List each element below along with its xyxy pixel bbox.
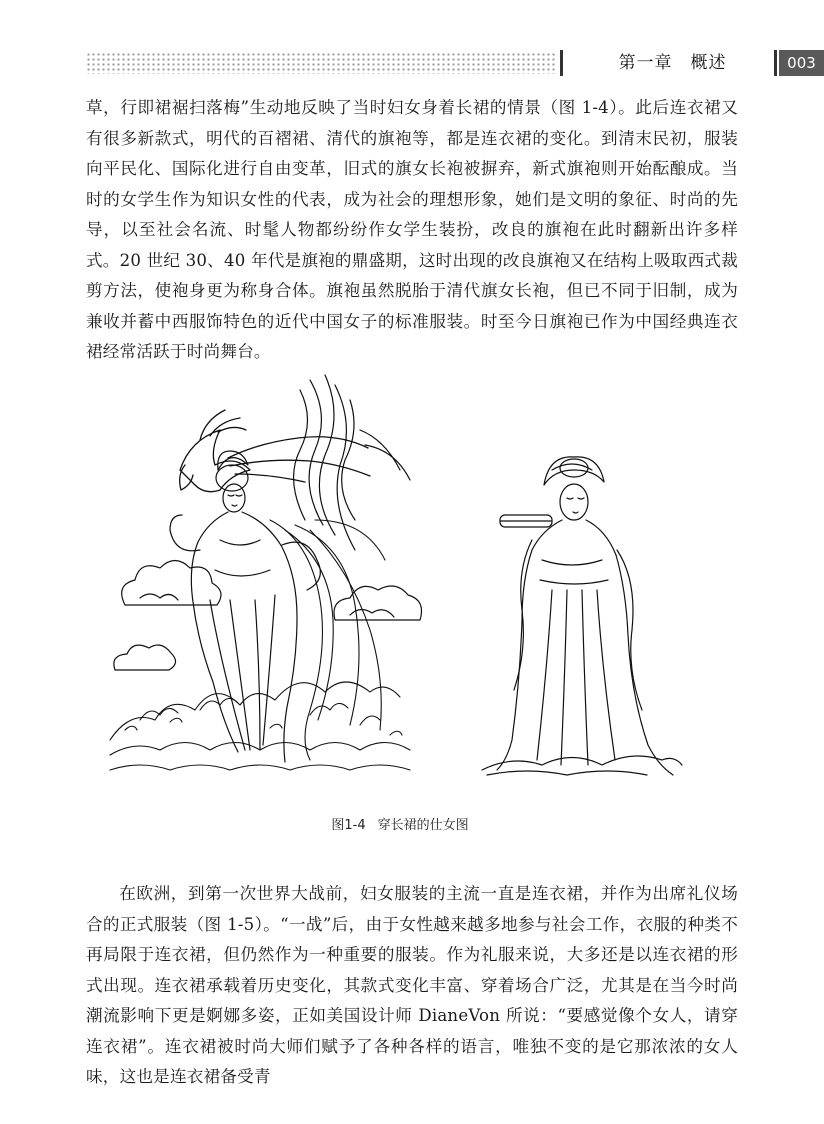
figure-number: 图1-4: [331, 818, 366, 833]
cloud-pattern: [114, 561, 422, 671]
body-paragraph: 草，行即裙裾扫落梅”生动地反映了当时妇女身着长裙的情景（图 1-4）。此后连衣裙又有很多新款式，明代的百褶裙、清代的旗袍等，都是连衣裙的变化。到清末民初，服装向平民化、国际化进行自由变革，旧式的旗女长袍被摒弃，新式旗袍则开始酝酿成。当时的女学生作为知识女性的代表，成为社会的理想形象，她们是文明的象征、时尚的先导，以至社会名流、时髦人物都纷纷作女学生装扮，改良的旗袍在此时翻新出许多样式。20 世纪 30、40 年代是旗袍的鼎盛期，这时出现的改良旗袍又在结构上吸取西式裁剪方法，使袍身更为称身合体。旗袍虽然脱胎于清代旗女长袍，但已不同于旧制，成为兼收并蓄中西服饰特色的近代中国女子的标准服装。时至今日旗袍已作为中国经典连衣裙经常活跃于时尚舞台。: [86, 98, 738, 361]
lady-figure: [170, 451, 320, 762]
header-dot-pattern: [86, 52, 556, 74]
page-number: 003: [779, 50, 824, 76]
illustration-flying-lady: [110, 370, 430, 780]
figure-caption: [300, 814, 500, 833]
flowing-ribbons: [294, 375, 410, 550]
scroll: [500, 515, 552, 527]
header-divider: [774, 50, 777, 76]
robe: [482, 520, 682, 775]
hair-bun: [544, 457, 604, 485]
body-paragraph: 在欧洲，到第一次世界大战前，妇女服装的主流一直是连衣裙，并作为出席礼仪场合的正式服装（图 1-5）。“一战”后，由于女性越来越多地参与社会工作，衣服的种类不再局限于连衣裙，但仍然作为一种重要的服装。作为礼服来说，大多还是以连衣裙的形式出现。连衣裙承载着历史变化，其款式变化丰富、穿着场合广泛，尤其是在当今时尚潮流影响下更是婀娜多姿，正如美国设计师 DianeVon 所说：“要感觉像个女人，请穿连衣裙”。连衣裙被时尚大师们赋予了各种各样的语言，唯独不变的是它那浓浓的女人味，这也是连衣裙备受青: [86, 884, 738, 1086]
running-header: [86, 50, 816, 76]
header-divider: [560, 50, 563, 76]
figure-caption-text: 穿长裙的仕女图: [377, 818, 469, 833]
flowing-sleeves: [270, 520, 385, 760]
illustration-lady-with-scroll: [482, 450, 682, 780]
chapter-title: 第一章 概述: [618, 53, 727, 73]
face: [560, 484, 588, 520]
